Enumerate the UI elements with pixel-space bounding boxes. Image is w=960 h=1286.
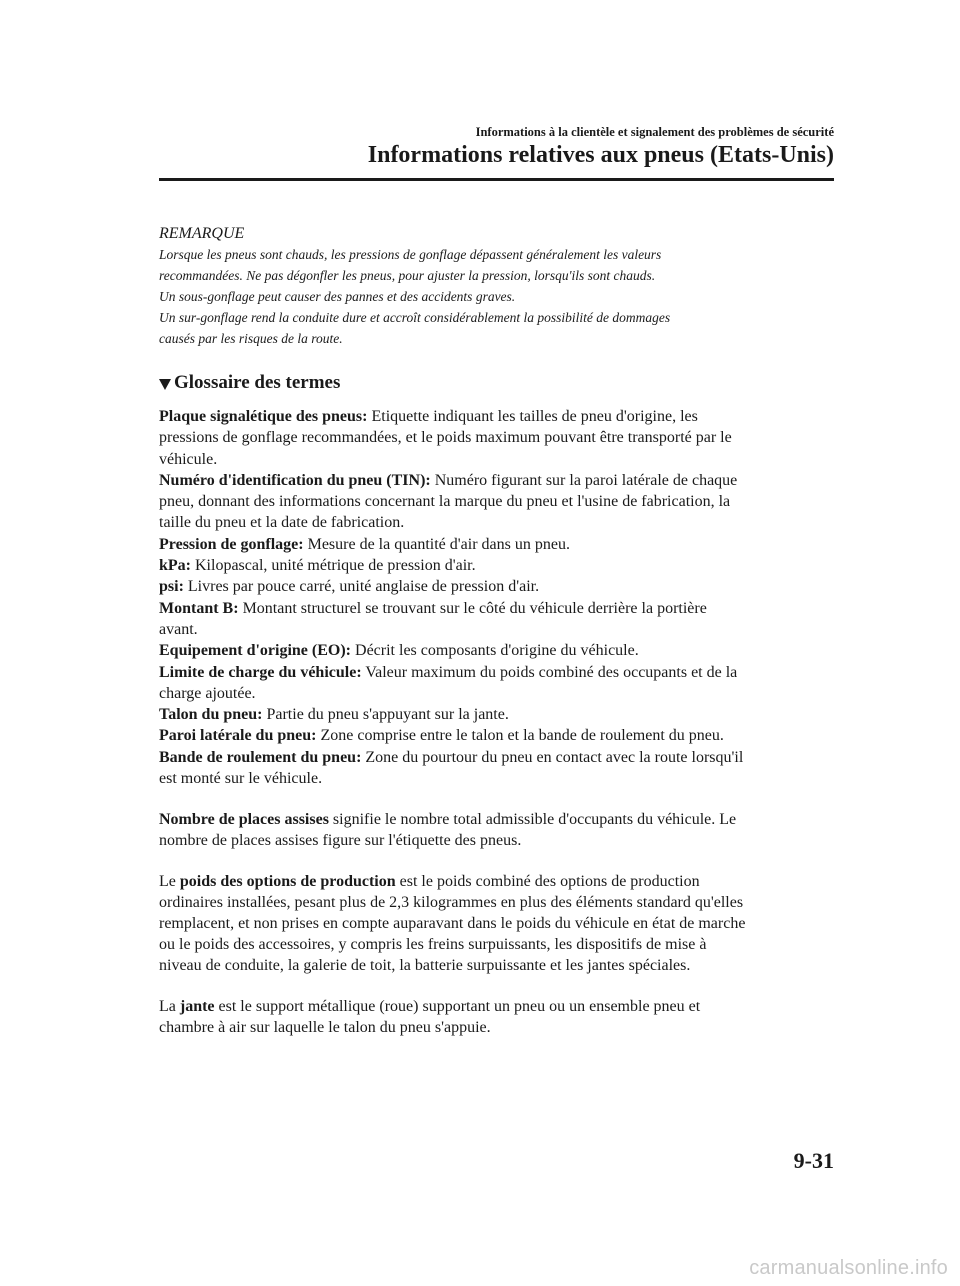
glossary-line [159,704,834,725]
glossary-line [159,576,834,597]
glossary-line [159,555,834,576]
note-heading: REMARQUE [159,225,245,242]
triangle-down-icon [159,379,171,390]
glossary-term: Pression de gonflage: [159,535,304,553]
glossary-term: Numéro d'identification du pneu (TIN): [159,471,431,489]
glossary-text: Kilopascal, unité métrique de pression d'air. [191,557,476,575]
glossary-term: Talon du pneu: [159,706,263,724]
paragraph-line [159,934,834,955]
glossary-line [159,619,834,640]
paragraph-prefix: La [159,998,180,1016]
paragraph-line [159,996,834,1017]
page-number: 9-31 [793,1148,834,1173]
paragraph-text: est le poids combiné des options de production [395,873,700,891]
paragraph-line [159,809,834,830]
paragraph-text: niveau de conduite, la galerie de toit, la batterie surpuissante et les jantes spéciales. [159,957,691,975]
paragraph-term: poids des options de production [179,873,396,891]
glossary-term: Plaque signalétique des pneus: [159,408,368,425]
note-line: Lorsque les pneus sont chauds, les pressions de gonflage dépassent généralement les valeurs [159,247,662,262]
paragraph-rim [159,996,834,1038]
paragraph-text: ordinaires installées, pesant plus de 2,3 kilogrammes en plus des éléments standard qu'elles [159,894,744,912]
paragraph-text: remplacent, et non prises en compte auparavant dans le poids du véhicule en état de marche [159,915,746,933]
glossary-text: taille du pneu et la date de fabrication. [159,514,405,532]
note-line: causés par les risques de la route. [159,331,343,346]
glossary-text: Partie du pneu s'appuyant sur la jante. [262,706,509,724]
page-content [159,224,834,1038]
glossary-line [159,640,834,661]
glossary-line [159,725,834,746]
glossary-text: est monté sur le véhicule. [159,770,323,788]
paragraph-text: est le support métallique (roue) supportant un pneu ou un ensemble pneu et [214,998,701,1016]
glossary-line [159,406,834,427]
glossary-term: kPa: [159,557,191,575]
paragraph-term: Nombre de places assises [159,811,329,829]
note-line: Un sous-gonflage peut causer des pannes et des accidents graves. [159,289,516,304]
paragraph-text: signifie le nombre total admissible d'occupants du véhicule. Le [328,811,737,829]
paragraph-text: chambre à air sur laquelle le talon du pneu s'appuie. [159,1019,491,1037]
glossary-line [159,662,834,683]
note-block [159,224,834,349]
glossary-line [159,512,834,533]
glossary-text: Livres par pouce carré, unité anglaise de pression d'air. [183,578,540,596]
glossary-text: pressions de gonflage recommandées, et le poids maximum pouvant être transporté par le [159,429,732,447]
glossary-text: Montant structurel se trouvant sur le côté du véhicule derrière la portière [238,599,707,617]
header-subtitle: Informations à la clientèle et signalement des problèmes de sécurité [475,125,834,139]
glossary-text: avant. [159,620,198,638]
page-title: Informations relatives aux pneus (Etats-Unis) [367,142,834,168]
glossary-term: Limite de charge du véhicule: [159,663,362,681]
glossary-text: Mesure de la quantité d'air dans un pneu. [303,535,570,553]
glossary-text: pneu, donnant des informations concernant la marque du pneu et l'usine de fabrication, la [159,493,731,511]
paragraph-line [159,892,834,913]
paragraph-line [159,830,834,851]
paragraph-text: ou le poids des accessoires, y compris les freins surpuissants, les dispositifs de mise à [159,936,707,954]
glossary-line [159,427,834,448]
paragraph-prefix: Le [159,873,180,891]
glossary-line [159,534,834,555]
glossary-list [159,406,834,789]
glossary-term: psi: [159,578,184,596]
glossary-line [159,470,834,491]
glossary-text: Etiquette indiquant les tailles de pneu d'origine, les [367,408,698,425]
glossary-text: Décrit les composants d'origine du véhicule. [351,642,639,660]
paragraph-line [159,871,834,892]
glossary-heading-text: Glossaire des termes [174,372,341,393]
paragraph-seating [159,809,834,851]
paragraph-text: nombre de places assises figure sur l'étiquette des pneus. [159,832,522,850]
glossary-line [159,683,834,704]
glossary-term: Equipement d'origine (EO): [159,642,352,660]
glossary-line [159,449,834,470]
glossary-text: Numéro figurant sur la paroi latérale de chaque [430,471,738,489]
glossary-term: Paroi latérale du pneu: [159,727,317,745]
glossary-term: Bande de roulement du pneu: [159,748,362,766]
glossary-line [159,768,834,789]
glossary-line [159,598,834,619]
paragraph-term: jante [179,998,215,1016]
note-line: Un sur-gonflage rend la conduite dure et accroît considérablement la possibilité de dommages [159,310,671,325]
glossary-text: véhicule. [159,450,218,468]
glossary-text: Zone du pourtour du pneu en contact avec la route lorsqu'il [361,748,744,766]
paragraph-line [159,955,834,976]
paragraph-production-options [159,871,834,976]
note-line: recommandées. Ne pas dégonfler les pneus, pour ajuster la pression, lorsqu'ils sont chauds. [159,268,656,283]
glossary-term: Montant B: [159,599,239,617]
watermark: carmanualsonline.info [749,1257,948,1279]
glossary-text: Zone comprise entre le talon et la bande de roulement du pneu. [316,727,724,745]
paragraph-line [159,1017,834,1038]
paragraph-line [159,913,834,934]
header-rule [159,178,834,181]
glossary-line [159,491,834,512]
glossary-line [159,747,834,768]
glossary-text: Valeur maximum du poids combiné des occupants et de la [361,663,738,681]
glossary-heading [159,371,834,395]
glossary-text: charge ajoutée. [159,684,256,702]
